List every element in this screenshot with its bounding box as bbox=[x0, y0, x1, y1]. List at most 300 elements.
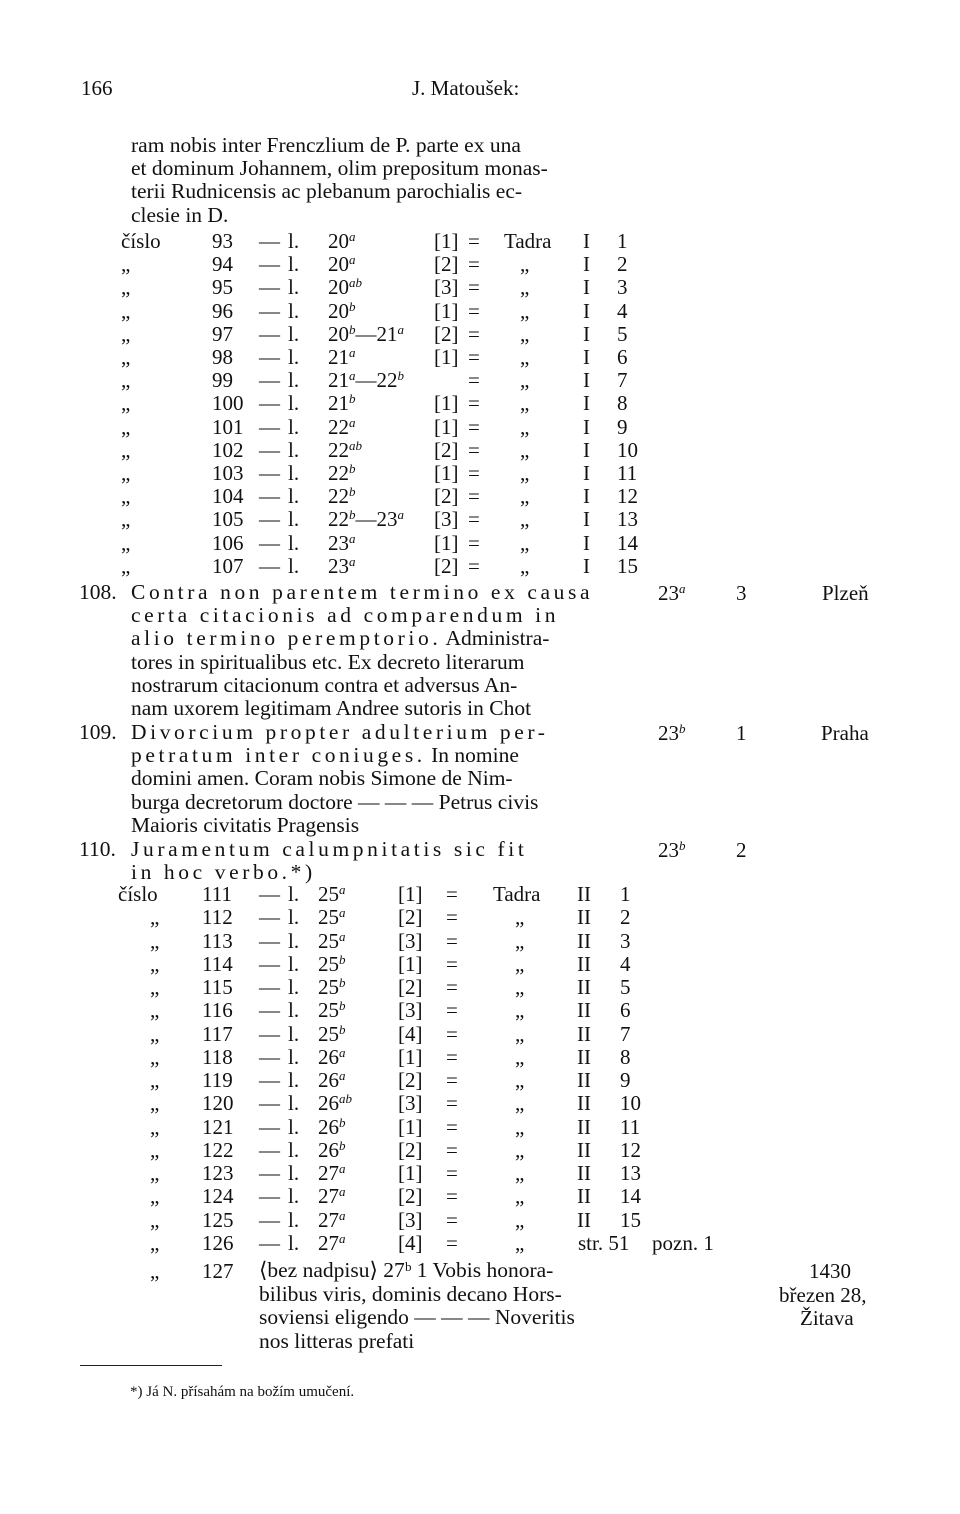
row-number: 100 bbox=[212, 391, 244, 416]
row-source: „ bbox=[515, 998, 525, 1023]
row-volume: II bbox=[577, 1184, 591, 1209]
row-dash: — bbox=[259, 437, 280, 462]
row-source: „ bbox=[520, 414, 530, 439]
table-row bbox=[0, 1116, 960, 1139]
row-equals: = bbox=[468, 461, 480, 485]
folio-superscript: a bbox=[349, 530, 356, 546]
row-volume: II bbox=[577, 1068, 591, 1092]
entry-date-place: Žitava bbox=[800, 1306, 854, 1330]
row-label: „ bbox=[121, 437, 131, 462]
entry-count: 1 bbox=[736, 721, 747, 745]
entry-place: Plzeň bbox=[822, 581, 869, 605]
row-folio: 26$^b$ bbox=[318, 1137, 346, 1162]
row-label: „ bbox=[150, 1021, 160, 1046]
row-volume: II bbox=[577, 975, 591, 999]
folio-superscript: a bbox=[349, 345, 356, 360]
folio-superscript: a bbox=[339, 928, 346, 944]
intro-line: clesie in D. bbox=[131, 202, 229, 227]
row-label: „ bbox=[121, 298, 131, 323]
row-folio: 26$^a$ bbox=[318, 1068, 346, 1092]
row-equals: = bbox=[468, 414, 480, 439]
row-label: „ bbox=[121, 321, 131, 346]
row-leaf-abbrev: l. bbox=[288, 252, 300, 277]
table-row bbox=[0, 1139, 960, 1162]
row-folio: 25$^a$ bbox=[318, 905, 346, 930]
row-source: „ bbox=[515, 975, 525, 999]
row-dash: — bbox=[259, 1184, 280, 1209]
row-number: 96 bbox=[212, 298, 233, 323]
row-index: 10 bbox=[620, 1091, 641, 1116]
row-leaf-abbrev: l. bbox=[288, 1044, 300, 1069]
row-folio: 25$^b$ bbox=[318, 975, 346, 999]
row-index: 12 bbox=[620, 1137, 641, 1162]
entry-count: 2 bbox=[736, 838, 747, 862]
row-equals: = bbox=[468, 275, 480, 300]
row-folio: 27$^a$ bbox=[318, 1230, 346, 1255]
row-number: 99 bbox=[212, 368, 233, 393]
spaced-title: in hoc verbo.*) bbox=[131, 860, 316, 885]
folio-superscript: b bbox=[349, 507, 356, 523]
row-equals: = bbox=[468, 553, 480, 578]
row-dash: — bbox=[259, 345, 280, 369]
table-row bbox=[0, 392, 960, 415]
row-volume: II bbox=[577, 1114, 591, 1139]
row-index: 2 bbox=[620, 905, 631, 930]
row-leaf-abbrev: l. bbox=[288, 229, 300, 253]
row-equals: = bbox=[468, 345, 480, 369]
row-label: „ bbox=[150, 1114, 160, 1139]
row-index: 6 bbox=[620, 998, 631, 1023]
row-equals: = bbox=[468, 437, 480, 462]
row-source: „ bbox=[515, 905, 525, 930]
folio-superscript: b bbox=[349, 461, 356, 476]
row-equals: = bbox=[468, 252, 480, 277]
folio-superscript: b bbox=[679, 721, 686, 736]
entry-number: 108. bbox=[79, 580, 117, 604]
row-leaf-abbrev: l. bbox=[288, 882, 300, 906]
folio-superscript: a bbox=[349, 553, 356, 569]
row-bracket: [3] bbox=[398, 1207, 423, 1232]
folio-superscript: b bbox=[349, 298, 356, 314]
row-folio: 22$^b$ bbox=[328, 484, 356, 509]
row-equals: = bbox=[446, 1137, 458, 1162]
row-source: „ bbox=[515, 1184, 525, 1209]
row-equals: = bbox=[468, 321, 480, 346]
entry-text-line: soviensi eligendo — — — Noveritis bbox=[259, 1305, 575, 1329]
row-bracket: [2] bbox=[434, 484, 459, 509]
row-source: „ bbox=[520, 345, 530, 369]
row-label: „ bbox=[121, 391, 131, 416]
row-dash: — bbox=[259, 484, 280, 509]
row-leaf-abbrev: l. bbox=[288, 1114, 300, 1139]
folio-superscript: a bbox=[397, 321, 404, 337]
row-equals: = bbox=[446, 998, 458, 1023]
row-dash: — bbox=[259, 414, 280, 439]
row-label: číslo bbox=[118, 882, 158, 906]
entry-text-line bbox=[131, 861, 316, 884]
row-label: „ bbox=[121, 414, 131, 439]
row-source: „ bbox=[515, 1044, 525, 1069]
row-source: „ bbox=[520, 321, 530, 346]
row-index: 3 bbox=[620, 928, 631, 953]
table-row bbox=[0, 369, 960, 392]
table-row bbox=[0, 1092, 960, 1115]
row-leaf-abbrev: l. bbox=[288, 414, 300, 439]
row-number: 127 bbox=[202, 1259, 234, 1283]
folio-superscript: a bbox=[339, 882, 346, 897]
entry-text-line: nos litteras prefati bbox=[259, 1328, 415, 1353]
row-folio: 25$^b$ bbox=[318, 1021, 346, 1046]
running-title: J. Matoušek: bbox=[412, 76, 520, 100]
row-label: „ bbox=[150, 1091, 160, 1116]
row-dash: — bbox=[259, 553, 280, 578]
row-label: „ bbox=[150, 1184, 160, 1209]
row-volume: II bbox=[577, 951, 591, 976]
row-index: 13 bbox=[617, 507, 638, 532]
row-leaf-abbrev: l. bbox=[288, 1230, 300, 1255]
row-index: 8 bbox=[620, 1044, 631, 1069]
row-bracket: [2] bbox=[434, 437, 459, 462]
folio-superscript: b bbox=[339, 1021, 346, 1037]
row-folio: 23$^a$ bbox=[328, 553, 356, 578]
folio-superscript: b bbox=[349, 321, 356, 337]
table-row bbox=[0, 439, 960, 462]
row-folio: 23$^a$ bbox=[328, 530, 356, 555]
row-leaf-abbrev: l. bbox=[288, 368, 300, 393]
row-leaf-abbrev: l. bbox=[288, 1091, 300, 1116]
row-number: 97 bbox=[212, 321, 233, 346]
row-volume: I bbox=[583, 530, 590, 555]
row-leaf-abbrev: l. bbox=[288, 298, 300, 323]
table-row bbox=[0, 346, 960, 369]
folio-superscript: a bbox=[349, 229, 356, 244]
row-bracket: [2] bbox=[398, 1184, 423, 1209]
folio-superscript: ab bbox=[339, 1091, 352, 1107]
row-label: „ bbox=[121, 345, 131, 369]
entry-text-line: bilibus viris, dominis decano Hors- bbox=[259, 1281, 562, 1306]
row-source: „ bbox=[515, 1161, 525, 1185]
row-index: 2 bbox=[617, 252, 628, 277]
row-source: „ bbox=[515, 951, 525, 976]
row-index: 8 bbox=[617, 391, 628, 416]
row-folio: 22$^b$—23$^a$ bbox=[328, 507, 404, 532]
row-bracket: [3] bbox=[398, 1091, 423, 1116]
row-index: 10 bbox=[617, 437, 638, 462]
row-volume: II bbox=[577, 1044, 591, 1069]
row-equals: = bbox=[446, 975, 458, 999]
row-index: pozn. 1 bbox=[652, 1230, 714, 1255]
row-dash: — bbox=[259, 1207, 280, 1232]
entry-date-place: 1430 bbox=[809, 1259, 851, 1283]
folio-superscript: a bbox=[679, 581, 686, 596]
row-dash: — bbox=[259, 1068, 280, 1092]
entry-text-line: tores in spiritualibus etc. Ex decreto literarum bbox=[131, 649, 525, 674]
row-equals: = bbox=[446, 1161, 458, 1185]
row-folio: 26$^b$ bbox=[318, 1114, 346, 1139]
row-index: 1 bbox=[620, 882, 631, 906]
row-source: „ bbox=[520, 368, 530, 393]
row-equals: = bbox=[468, 530, 480, 555]
row-dash: — bbox=[259, 530, 280, 555]
row-equals: = bbox=[446, 1230, 458, 1255]
row-label: „ bbox=[121, 484, 131, 509]
row-folio: $22^{ab}$ bbox=[328, 437, 362, 462]
row-number: 117 bbox=[202, 1021, 233, 1046]
row-label: „ bbox=[150, 1137, 160, 1162]
row-equals: = bbox=[468, 368, 480, 393]
folio-superscript: a bbox=[339, 1184, 346, 1200]
row-leaf-abbrev: l. bbox=[288, 1207, 300, 1232]
row-index: 11 bbox=[617, 461, 638, 485]
folio-superscript: b bbox=[349, 391, 356, 407]
table-row bbox=[0, 508, 960, 531]
row-number: 95 bbox=[212, 275, 233, 300]
row-number: 105 bbox=[212, 507, 244, 532]
row-bracket: [2] bbox=[434, 321, 459, 346]
row-source: „ bbox=[520, 484, 530, 509]
row-folio: 20$^a$ bbox=[328, 252, 356, 277]
folio-superscript: a bbox=[349, 252, 356, 268]
folio-superscript: a bbox=[339, 1068, 346, 1083]
row-bracket: [4] bbox=[398, 1230, 423, 1255]
entry-text-line bbox=[131, 838, 527, 861]
row-folio: 25$^a$ bbox=[318, 882, 346, 906]
row-leaf-abbrev: l. bbox=[288, 975, 300, 999]
row-bracket: [1] bbox=[434, 414, 459, 439]
row-number: 94 bbox=[212, 252, 233, 277]
row-label: „ bbox=[150, 1044, 160, 1069]
row-source: „ bbox=[515, 928, 525, 953]
row-equals: = bbox=[446, 1068, 458, 1092]
table-row bbox=[0, 485, 960, 508]
spaced-title: Divorcium propter adulterium per- bbox=[131, 720, 549, 744]
row-number: 102 bbox=[212, 437, 244, 462]
row-bracket: [1] bbox=[398, 1044, 423, 1069]
folio-superscript: a bbox=[349, 368, 356, 384]
row-dash: — bbox=[259, 391, 280, 416]
folio-superscript: b bbox=[339, 951, 346, 967]
row-label: „ bbox=[150, 1207, 160, 1232]
row-bracket: [3] bbox=[434, 507, 459, 532]
row-equals: = bbox=[446, 882, 458, 906]
spaced-title: petratum inter coniuges. bbox=[131, 743, 426, 768]
row-folio: 27$^a$ bbox=[318, 1161, 346, 1185]
row-index: 4 bbox=[617, 298, 628, 323]
row-folio: 20$^b$ bbox=[328, 298, 356, 323]
row-bracket: [2] bbox=[434, 553, 459, 578]
row-index: 5 bbox=[617, 321, 628, 346]
row-source: Tadra bbox=[493, 882, 541, 906]
row-volume: II bbox=[577, 882, 591, 906]
row-source: „ bbox=[515, 1021, 525, 1046]
row-dash: — bbox=[259, 1044, 280, 1069]
row-leaf-abbrev: l. bbox=[288, 275, 300, 300]
table-row bbox=[0, 906, 960, 929]
row-number: 101 bbox=[212, 414, 244, 439]
entry-text-line: nam uxorem legitimam Andree sutoris in Chot bbox=[131, 696, 532, 720]
row-leaf-abbrev: l. bbox=[288, 461, 300, 485]
row-number: 118 bbox=[202, 1044, 233, 1069]
row-dash: — bbox=[259, 321, 280, 346]
row-folio: $20^{ab}$ bbox=[328, 275, 362, 300]
row-leaf-abbrev: l. bbox=[288, 321, 300, 346]
row-index: 13 bbox=[620, 1161, 641, 1185]
folio-superscript: b bbox=[339, 1137, 346, 1153]
intro-line: et dominum Johannem, olim prepositum monas- bbox=[131, 156, 548, 181]
row-volume: II bbox=[577, 1137, 591, 1162]
row-dash: — bbox=[259, 1091, 280, 1116]
table-row bbox=[0, 416, 960, 439]
folio-superscript: b bbox=[349, 484, 356, 500]
footnote-rule bbox=[80, 1365, 222, 1366]
row-leaf-abbrev: l. bbox=[288, 951, 300, 976]
row-source: „ bbox=[515, 1137, 525, 1162]
row-dash: — bbox=[259, 975, 280, 999]
row-index: 1 bbox=[617, 229, 628, 253]
row-folio: 26$^a$ bbox=[318, 1044, 346, 1069]
row-dash: — bbox=[259, 1114, 280, 1139]
row-label: „ bbox=[150, 1259, 160, 1283]
table-row bbox=[0, 276, 960, 299]
folio-superscript: a bbox=[339, 1207, 346, 1223]
row-leaf-abbrev: l. bbox=[288, 530, 300, 555]
spaced-title: certa citacionis ad comparendum in bbox=[131, 603, 560, 628]
row-source: „ bbox=[520, 553, 530, 578]
entry-folio: 23$^b$ bbox=[658, 838, 686, 862]
row-leaf-abbrev: l. bbox=[288, 928, 300, 953]
row-folio: 20$^b$—21$^a$ bbox=[328, 321, 404, 346]
entry-text-line bbox=[131, 604, 559, 627]
folio-superscript: a bbox=[349, 414, 356, 430]
row-source: „ bbox=[515, 1114, 525, 1139]
row-index: 15 bbox=[617, 553, 638, 578]
row-folio: 21$^a$ bbox=[328, 345, 356, 369]
row-source: „ bbox=[515, 1230, 525, 1255]
row-dash: — bbox=[259, 1230, 280, 1255]
row-volume: I bbox=[583, 229, 590, 253]
row-folio: 22$^a$ bbox=[328, 414, 356, 439]
folio-superscript: a bbox=[397, 507, 404, 523]
table-row bbox=[0, 1162, 960, 1185]
table-row bbox=[0, 300, 960, 323]
row-folio: 21$^a$—22$^b$ bbox=[328, 368, 404, 393]
row-leaf-abbrev: l. bbox=[288, 1184, 300, 1209]
row-bracket: [1] bbox=[398, 1161, 423, 1185]
table-row bbox=[0, 555, 960, 578]
table-row bbox=[0, 1046, 960, 1069]
folio-superscript: a bbox=[339, 1161, 346, 1176]
row-equals: = bbox=[446, 1184, 458, 1209]
row-index: 7 bbox=[620, 1021, 631, 1046]
folio-superscript: a bbox=[339, 1044, 346, 1060]
row-equals: = bbox=[446, 951, 458, 976]
row-volume: I bbox=[583, 484, 590, 509]
folio-superscript: b bbox=[397, 368, 404, 384]
row-volume: I bbox=[583, 391, 590, 416]
row-label: „ bbox=[121, 252, 131, 277]
row-folio: 25$^b$ bbox=[318, 998, 346, 1023]
row-equals: = bbox=[446, 1091, 458, 1116]
entry-text-line: alio termino peremptorio. Administra- bbox=[131, 626, 550, 651]
row-number: 111 bbox=[202, 882, 232, 906]
row-folio: 21$^b$ bbox=[328, 391, 356, 416]
row-bracket: [3] bbox=[434, 275, 459, 300]
table-row bbox=[0, 883, 960, 906]
row-number: 120 bbox=[202, 1091, 234, 1116]
row-label: „ bbox=[150, 905, 160, 930]
row-bracket: [2] bbox=[398, 975, 423, 999]
spaced-title: Contra non parentem termino ex causa bbox=[131, 580, 594, 604]
row-index: 12 bbox=[617, 484, 638, 509]
entry-folio: 23$^b$ bbox=[658, 721, 686, 745]
row-leaf-abbrev: l. bbox=[288, 507, 300, 532]
spaced-title: alio termino peremptorio. bbox=[131, 626, 442, 651]
row-dash: — bbox=[259, 905, 280, 930]
entry-text-line: nostrarum citacionum contra et adversus An- bbox=[131, 672, 518, 697]
row-bracket: [1] bbox=[434, 345, 459, 369]
entry-count: 3 bbox=[736, 581, 747, 605]
row-index: 9 bbox=[620, 1068, 631, 1092]
row-number: 93 bbox=[212, 229, 233, 253]
row-equals: = bbox=[446, 1114, 458, 1139]
row-volume: I bbox=[583, 321, 590, 346]
row-folio: 20$^a$ bbox=[328, 229, 356, 253]
row-leaf-abbrev: l. bbox=[288, 1161, 300, 1185]
row-volume: I bbox=[583, 368, 590, 393]
row-dash: — bbox=[259, 461, 280, 485]
row-label: „ bbox=[121, 461, 131, 485]
row-volume: II bbox=[577, 1207, 591, 1232]
row-volume: II bbox=[577, 1021, 591, 1046]
row-dash: — bbox=[259, 507, 280, 532]
table-row bbox=[0, 999, 960, 1022]
table-row bbox=[0, 976, 960, 999]
row-source: „ bbox=[520, 275, 530, 300]
entry-place: Praha bbox=[821, 721, 869, 745]
row-volume: I bbox=[583, 507, 590, 532]
table-row bbox=[0, 230, 960, 253]
row-dash: — bbox=[259, 298, 280, 323]
entry-text-line: ⟨bez nadpisu⟩ 27ᵇ 1 Vobis honora- bbox=[259, 1258, 554, 1282]
table-row bbox=[0, 1023, 960, 1046]
folio-superscript: b bbox=[339, 975, 346, 990]
folio-superscript: a bbox=[339, 905, 346, 921]
row-bracket: [3] bbox=[398, 998, 423, 1023]
row-index: 3 bbox=[617, 275, 628, 300]
row-number: 98 bbox=[212, 345, 233, 369]
row-bracket: [2] bbox=[398, 1137, 423, 1162]
intro-line: ram nobis inter Frenczlium de P. parte ex una bbox=[131, 133, 521, 157]
row-leaf-abbrev: l. bbox=[288, 391, 300, 416]
row-label: „ bbox=[150, 998, 160, 1023]
row-bracket: [1] bbox=[434, 229, 459, 253]
row-bracket: [1] bbox=[434, 530, 459, 555]
row-equals: = bbox=[468, 484, 480, 509]
row-label: „ bbox=[150, 1230, 160, 1255]
entry-text-line: petratum inter coniuges. In nomine bbox=[131, 743, 519, 768]
row-equals: = bbox=[468, 391, 480, 416]
row-number: 113 bbox=[202, 928, 233, 953]
table-row bbox=[0, 1232, 960, 1255]
row-bracket: [2] bbox=[398, 1068, 423, 1092]
row-label: „ bbox=[121, 368, 131, 393]
row-source: „ bbox=[520, 252, 530, 277]
row-dash: — bbox=[259, 252, 280, 277]
row-number: 121 bbox=[202, 1114, 234, 1139]
row-leaf-abbrev: l. bbox=[288, 1068, 300, 1092]
row-index: 6 bbox=[617, 345, 628, 369]
row-source: „ bbox=[520, 530, 530, 555]
